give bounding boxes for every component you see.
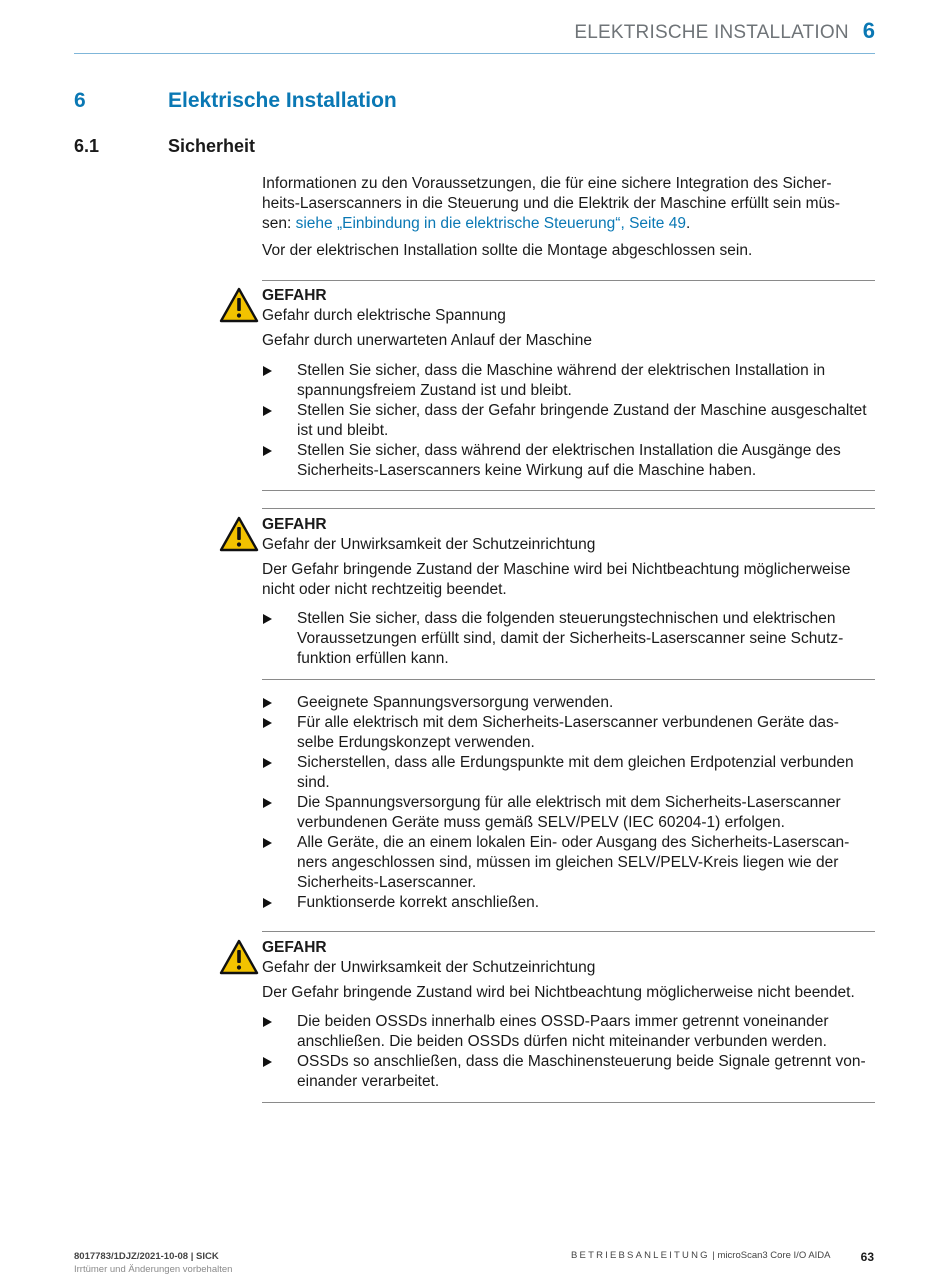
footer-doc-type: BETRIEBSANLEITUNG: [571, 1250, 710, 1261]
bullet-arrow-icon: [263, 798, 272, 808]
list-item: [262, 713, 875, 753]
warning-triangle-icon: [219, 939, 259, 975]
footer-doc-id: 8017783/1DJZ/2021-10-08 | SICK: [74, 1251, 219, 1262]
warning-top-rule: [262, 508, 875, 509]
list-item-line: Funktionserde korrekt anschließen.: [297, 894, 540, 911]
list-item-line: Stellen Sie sicher, dass der Gefahr bringende Zustand der Maschine ausgeschaltet: [297, 402, 867, 419]
intro-line-suffix: .: [685, 215, 691, 232]
bullet-arrow-icon: [263, 898, 272, 908]
list-item: [262, 1052, 875, 1092]
chapter-title: Elektrische Installation: [168, 89, 397, 112]
cross-reference-link[interactable]: siehe „Einbindung in die elektrische Steuerung“, Seite 49: [295, 215, 686, 232]
chapter-number: 6: [74, 89, 86, 112]
intro-line-prefix: sen:: [262, 215, 296, 232]
warning-triangle-icon: [219, 516, 259, 552]
montage-note: Vor der elektrischen Installation sollte die Montage abgeschlossen sein.: [262, 242, 753, 259]
list-item: [262, 1012, 875, 1052]
bullet-arrow-icon: [263, 446, 272, 456]
bullet-arrow-icon: [263, 1057, 272, 1067]
footer-doc-info: [74, 1250, 232, 1276]
bullet-arrow-icon: [263, 366, 272, 376]
section-number: 6.1: [74, 136, 100, 156]
intro-paragraph: [262, 174, 875, 234]
list-item-line: funktion erfüllen kann.: [297, 650, 449, 667]
warning-description: [262, 560, 875, 600]
list-item: [262, 753, 875, 793]
warning-hazard-line: Gefahr durch elektrische Spannung: [262, 307, 506, 324]
list-item-line: ist und bleibt.: [297, 422, 389, 439]
warning-hazard-line: Gefahr durch unerwarteten Anlauf der Maschine: [262, 332, 592, 349]
list-item-line: Sicherstellen, dass alle Erdungspunkte mit dem gleichen Erdpotenzial verbunden: [297, 754, 854, 771]
list-item: [262, 401, 875, 441]
list-item-line: verbundenen Geräte muss gemäß SELV/PELV (IEC 60204-1) erfolgen.: [297, 814, 785, 831]
list-item-line: ners angeschlossen sind, müssen im gleichen SELV/PELV-Kreis liegen wie der: [297, 854, 839, 871]
warning-subtitle: Gefahr der Unwirksamkeit der Schutzeinrichtung: [262, 959, 596, 976]
list-item-line: Die Spannungsversorgung für alle elektrisch mit dem Sicherheits-Laserscanner: [297, 794, 841, 811]
warning-subtitle: Gefahr der Unwirksamkeit der Schutzeinrichtung: [262, 536, 596, 553]
requirements-list: [262, 693, 875, 913]
running-header-chapter-number: 6: [862, 18, 875, 43]
list-item-line: Sicherheits-Laserscanners keine Wirkung auf die Maschine haben.: [297, 462, 757, 479]
warning-label: GEFAHR: [262, 939, 327, 956]
footer-manual-title: [571, 1250, 831, 1261]
list-item-line: spannungsfreiem Zustand ist und bleibt.: [297, 382, 572, 399]
list-item-line: einander verarbeitet.: [297, 1073, 440, 1090]
bullet-arrow-icon: [263, 838, 272, 848]
list-item-line: Für alle elektrisch mit dem Sicherheits-Laserscanner verbundenen Geräte das-: [297, 714, 839, 731]
list-item: [262, 793, 875, 833]
list-item-line: Alle Geräte, die an einem lokalen Ein- oder Ausgang des Sicherheits-Laserscan-: [297, 834, 850, 851]
list-item-line: anschließen. Die beiden OSSDs dürfen nicht miteinander verbunden werden.: [297, 1033, 827, 1050]
running-header-title: ELEKTRISCHE INSTALLATION: [574, 22, 849, 43]
list-item: [262, 893, 875, 913]
warning-bottom-rule: [262, 679, 875, 680]
warning-measures-list: [262, 609, 875, 669]
warning-measures-list: [262, 361, 875, 481]
list-item-line: Stellen Sie sicher, dass während der elektrischen Installation die Ausgänge des: [297, 442, 841, 459]
list-item-line: Die beiden OSSDs innerhalb eines OSSD-Paars immer getrennt voneinander: [297, 1013, 829, 1030]
list-item-line: Geeignete Spannungsversorgung verwenden.: [297, 694, 614, 711]
list-item-line: Sicherheits-Laserscanner.: [297, 874, 477, 891]
warning-description-line: nicht oder nicht rechtzeitig beendet.: [262, 581, 507, 598]
header-rule: [74, 53, 875, 54]
list-item: [262, 609, 875, 669]
bullet-arrow-icon: [263, 698, 272, 708]
list-item-line: Voraussetzungen erfüllt sind, damit der Sicherheits-Laserscanner seine Schutz-: [297, 630, 844, 647]
intro-line: [262, 214, 875, 234]
bullet-arrow-icon: [263, 758, 272, 768]
warning-top-rule: [262, 280, 875, 281]
warning-label: GEFAHR: [262, 287, 327, 304]
warning-label: GEFAHR: [262, 516, 327, 533]
bullet-arrow-icon: [263, 1017, 272, 1027]
intro-line: heits-Laserscanners in die Steuerung und die Elektrik der Maschine erfüllt sein müs-: [262, 195, 841, 212]
section-title: Sicherheit: [168, 136, 256, 156]
intro-line: Informationen zu den Voraussetzungen, die für eine sichere Integration des Sicher-: [262, 175, 832, 192]
warning-measures-list: [262, 1012, 875, 1092]
list-item-line: Stellen Sie sicher, dass die folgenden steuerungstechnischen und elektrischen: [297, 610, 836, 627]
list-item-line: sind.: [297, 774, 330, 791]
warning-top-rule: [262, 931, 875, 932]
list-item-line: Stellen Sie sicher, dass die Maschine während der elektrischen Installation in: [297, 362, 826, 379]
list-item: [262, 833, 875, 893]
list-item: [262, 361, 875, 401]
warning-triangle-icon: [219, 287, 259, 323]
page-number: 63: [860, 1250, 874, 1264]
warning-bottom-rule: [262, 490, 875, 491]
list-item-line: selbe Erdungskonzept verwenden.: [297, 734, 535, 751]
list-item-line: OSSDs so anschließen, dass die Maschinensteuerung beide Signale getrennt von-: [297, 1053, 866, 1070]
bullet-arrow-icon: [263, 718, 272, 728]
bullet-arrow-icon: [263, 406, 272, 416]
running-header: [574, 18, 875, 44]
warning-description: Der Gefahr bringende Zustand wird bei Nichtbeachtung möglicherweise nicht beendet.: [262, 984, 855, 1001]
list-item: [262, 441, 875, 481]
warning-bottom-rule: [262, 1102, 875, 1103]
bullet-arrow-icon: [263, 614, 272, 624]
footer-product: | microScan3 Core I/O AIDA: [709, 1250, 831, 1261]
warning-description-line: Der Gefahr bringende Zustand der Maschine wird bei Nichtbeachtung möglicherweise: [262, 561, 851, 578]
list-item: [262, 693, 875, 713]
footer-disclaimer: Irrtümer und Änderungen vorbehalten: [74, 1264, 233, 1275]
